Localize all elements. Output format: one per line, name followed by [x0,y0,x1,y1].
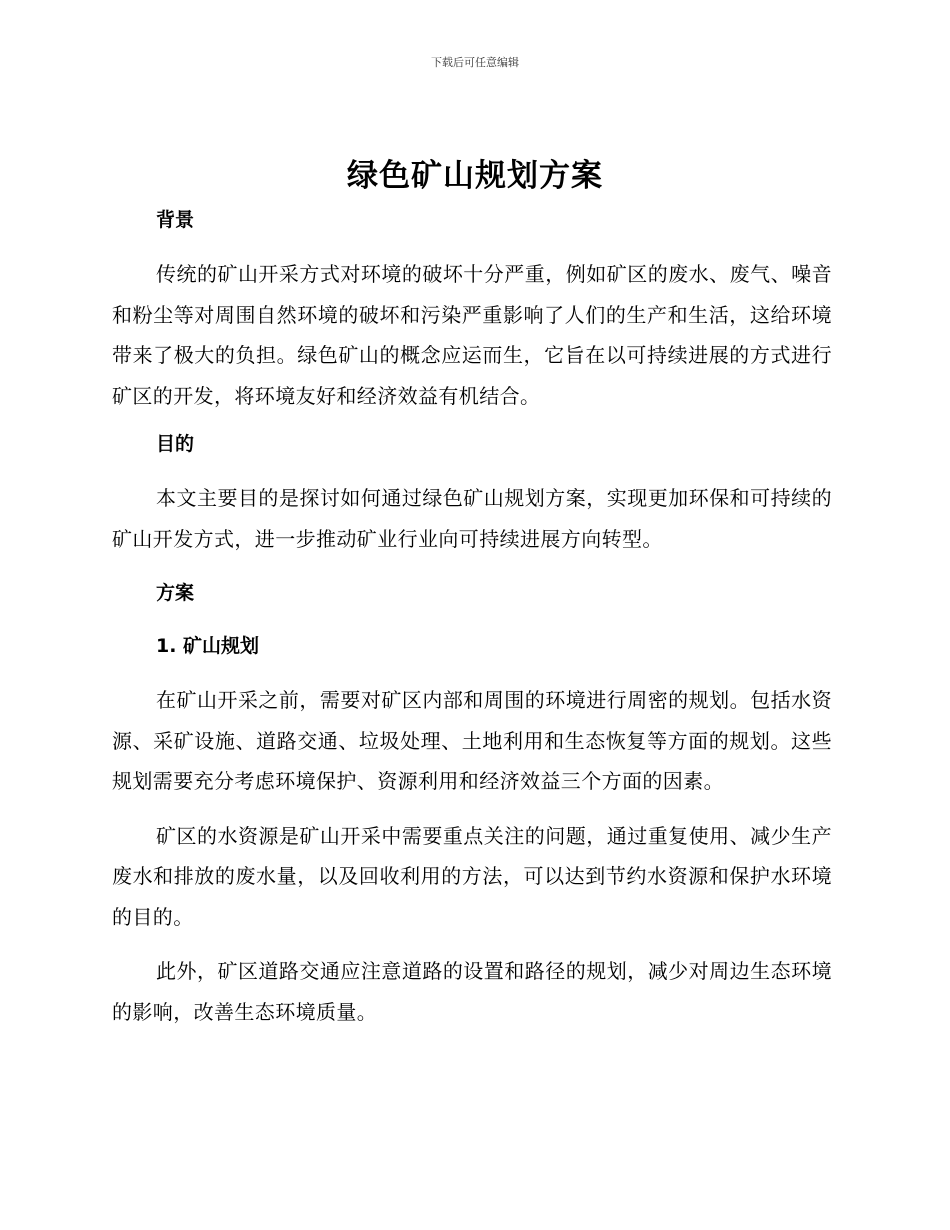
section-heading-plan: 方案 [156,582,195,604]
section-heading-background: 背景 [156,209,195,231]
document-body [112,200,832,1032]
paragraph-purpose: 本文主要目的是探讨如何通过绿色矿山规划方案，实现更加环保和可持续的矿山开发方式，进一步推动矿业行业向可持续进展方向转型。 [112,486,832,551]
document-title: 绿色矿山规划方案 [347,158,603,194]
section-heading-purpose: 目的 [156,433,195,455]
paragraph-plan-overview: 在矿山开采之前，需要对矿区内部和周围的环境进行周密的规划。包括水资源、采矿设施、道路交通、垃圾处理、土地利用和生态恢复等方面的规划。这些规划需要充分考虑环境保护、资源利用和经济效益三个方面的因素。 [112,688,832,793]
paragraph-plan-roads: 此外，矿区道路交通应注意道路的设置和路径的规划，减少对周边生态环境的影响，改善生态环境质量。 [112,959,832,1024]
paragraph-background: 传统的矿山开采方式对环境的破坏十分严重，例如矿区的废水、废气、噪音和粉尘等对周围自然环境的破坏和污染严重影响了人们的生产和生活，这给环境带来了极大的负担。绿色矿山的概念应运而生，它旨在以可持续进展的方式进行矿区的开发，将环境友好和经济效益有机结合。 [112,262,832,408]
subheading-mine-planning: 1. 矿山规划 [156,635,260,657]
page-header-note: 下载后可任意编辑 [431,56,519,69]
paragraph-plan-water: 矿区的水资源是矿山开采中需要重点关注的问题，通过重复使用、减少生产废水和排放的废水量，以及回收利用的方法，可以达到节约水资源和保护水环境的目的。 [112,823,832,929]
